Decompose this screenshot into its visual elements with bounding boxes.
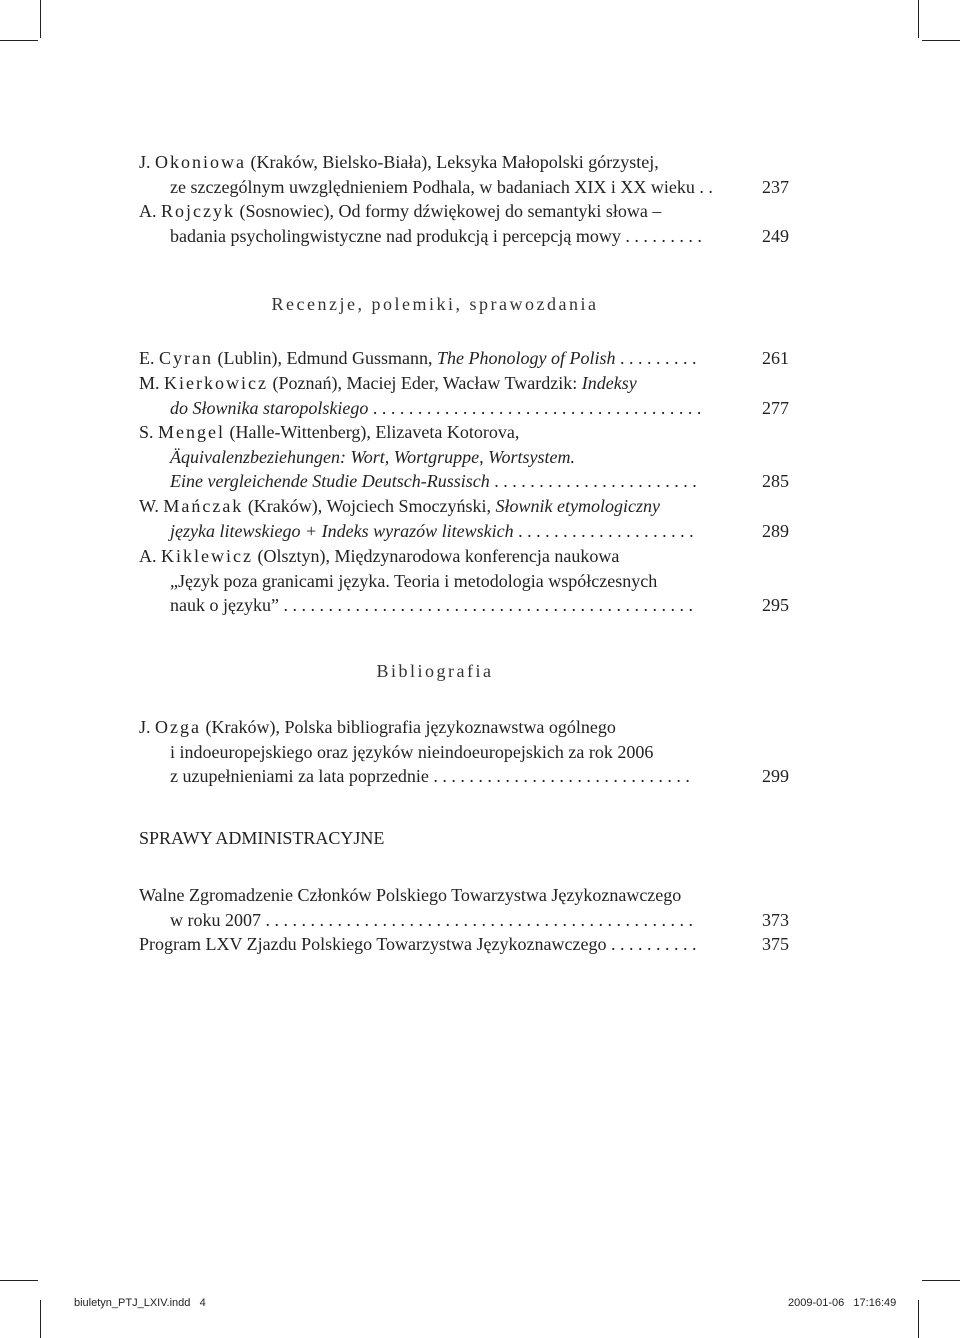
page-number: 295	[762, 595, 789, 615]
toc-entry: W. Mańczak (Kraków), Wojciech Smoczyński, Słownik etymologiczny języka litewskiego + Indeks wyrazów litewskich . . . . . . . . . . . . . . . . . . . . 289	[139, 494, 789, 543]
author: Ozga	[155, 717, 201, 737]
page-number: 261	[762, 348, 789, 368]
toc-entry: Walne Zgromadzenie Członków Polskiego Towarzystwa Językoznawczego w roku 2007 . . . . . . . . . . . . . . . . . . . . . . . . . . . . . . . . . . . . . . . . . . . . . . . . 373	[139, 883, 789, 932]
author: Okoniowa	[155, 152, 247, 172]
toc-entry: E. Cyran (Lublin), Edmund Gussmann, The Phonology of Polish . . . . . . . . . 261	[139, 346, 789, 371]
toc-entry: S. Mengel (Halle-Wittenberg), Elizaveta Kotorova, Äquivalenzbeziehungen: Wort, Wortgruppe, Wortsystem. Eine vergleichende Studie Deutsch-Russisch . . . . . . . . . . . . . . . . . . . . . . . 285	[139, 420, 789, 494]
page-number: 375	[762, 934, 789, 954]
crop-mark	[0, 40, 38, 41]
section-heading: Bibliografia	[376, 661, 494, 681]
page-number: 299	[762, 766, 789, 786]
slug-timestamp: 2009-01-06 17:16:49	[788, 1297, 897, 1309]
toc-entry: A. Rojczyk (Sosnowiec), Od formy dźwiękowej do semantyki słowa – badania psycholingwistyczne nad produkcją i percepcją mowy . . . . . . . . . 249	[139, 199, 789, 248]
crop-mark	[922, 40, 960, 41]
toc-entry: J. Okoniowa (Kraków, Bielsko-Biała), Leksyka Małopolski górzystej, ze szczególnym uwzględnieniem Podhala, w badaniach XIX i XX wieku . . 237	[139, 150, 789, 199]
crop-mark	[918, 0, 919, 38]
toc-entry: M. Kierkowicz (Poznań), Maciej Eder, Wacław Twardzik: Indeksy do Słownika staropolskiego . . . . . . . . . . . . . . . . . . . . . . . . . . . . . . . . . . . . . 277	[139, 371, 789, 420]
author: Mańczak	[163, 496, 244, 516]
crop-mark	[0, 1280, 38, 1281]
toc-entry: Program LXV Zjazdu Polskiego Towarzystwa Językoznawczego . . . . . . . . . . 375	[139, 932, 789, 957]
page-number: 373	[762, 909, 789, 930]
toc-entry: J. Ozga (Kraków), Polska bibliografia językoznawstwa ogólnego i indoeuropejskiego oraz języków nieindoeuropejskich za rok 2006 z uzupełnieniami za lata poprzednie . . . . . . . . . . . . . . . . . . . . . . . . . . . . . 299	[139, 715, 789, 789]
author: Cyran	[159, 348, 213, 368]
page-number: 289	[762, 520, 789, 541]
toc-entry: A. Kiklewicz (Olsztyn), Międzynarodowa konferencja naukowa „Język poza granicami języka. Teoria i metodologia współczesnych nauk o języku” . . . . . . . . . . . . . . . . . . . . . . . . . . . . . . . . . . . . . . . . . . . . . . 295	[139, 544, 789, 618]
crop-mark	[918, 1300, 919, 1338]
crop-mark	[922, 1280, 960, 1281]
author: Kierkowicz	[164, 373, 268, 393]
crop-mark	[40, 1300, 41, 1338]
slug-filename: biuletyn_PTJ_LXIV.indd 4	[74, 1297, 206, 1309]
page-number: 277	[762, 397, 789, 418]
author: Rojczyk	[161, 201, 235, 221]
section-heading: Recenzje, polemiki, sprawozdania	[271, 294, 599, 314]
section-heading: SPRAWY ADMINISTRACYJNE	[139, 828, 385, 848]
page-number: 249	[762, 225, 789, 246]
page-number: 285	[762, 471, 789, 491]
page-number: 237	[762, 176, 789, 197]
author: Kiklewicz	[161, 546, 253, 566]
author: Mengel	[158, 422, 225, 442]
crop-mark	[40, 0, 41, 38]
